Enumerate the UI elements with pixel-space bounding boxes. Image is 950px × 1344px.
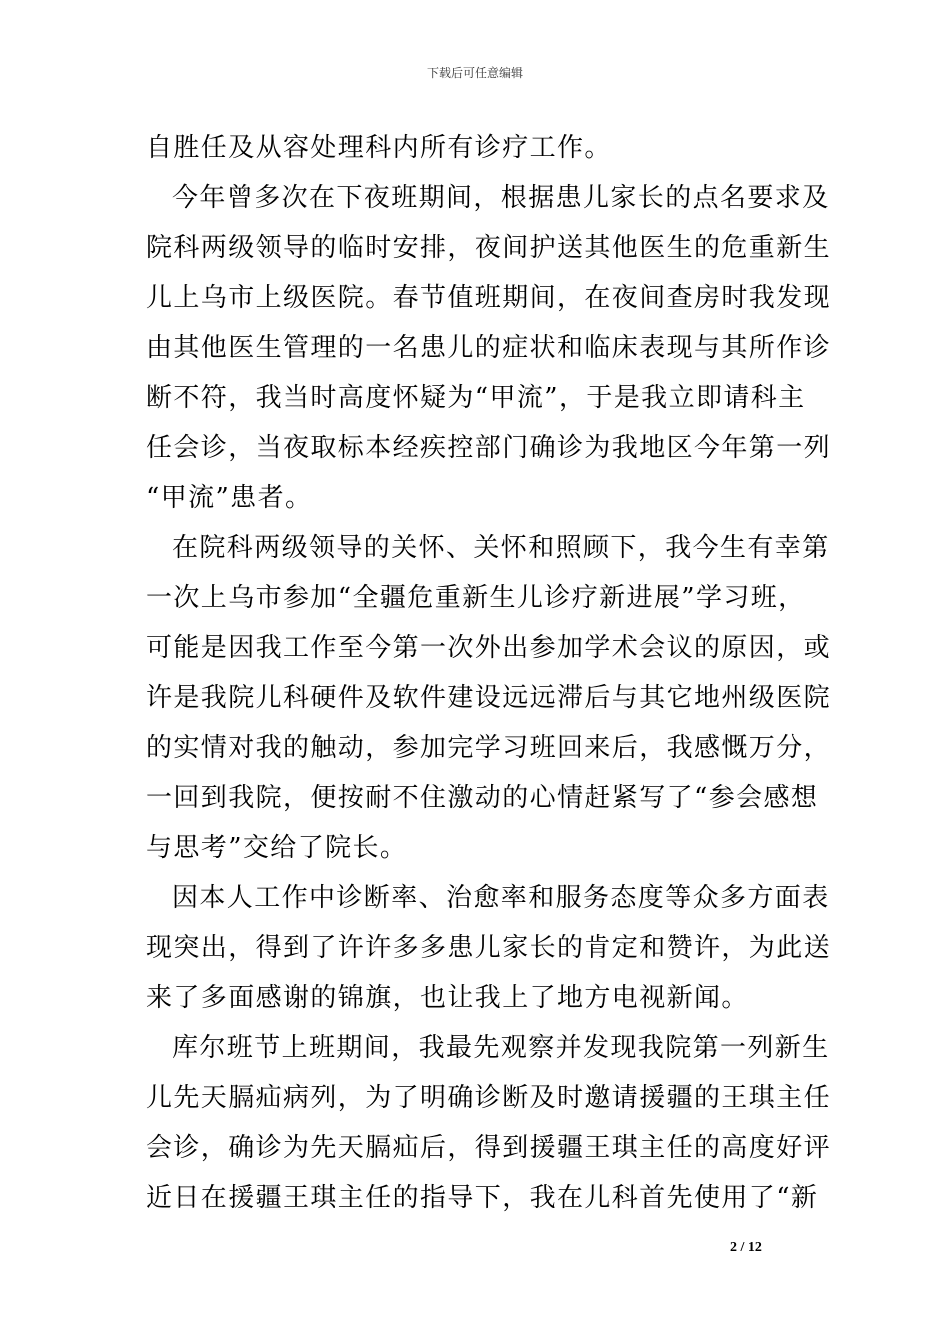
document-body xyxy=(146,123,832,1223)
text-line: 许是我院儿科硬件及软件建设远远滞后与其它地州级医院 xyxy=(146,683,832,713)
text-line: 院科两级领导的临时安排，夜间护送其他医生的危重新生 xyxy=(146,233,832,263)
text-line: 任会诊，当夜取标本经疾控部门确诊为我地区今年第一列 xyxy=(146,433,832,463)
text-line: 的实情对我的触动，参加完学习班回来后，我感慨万分， xyxy=(146,733,832,763)
text-line: “甲流”患者。 xyxy=(146,483,313,513)
text-line: 自胜任及从容处理科内所有诊疗工作。 xyxy=(146,133,612,163)
paragraph-start-line: 在院科两级领导的关怀、关怀和照顾下，我今生有幸第 xyxy=(172,533,830,563)
paragraph-start-line: 因本人工作中诊断率、治愈率和服务态度等众多方面表 xyxy=(172,883,830,913)
text-line: 由其他医生管理的一名患儿的症状和临床表现与其所作诊 xyxy=(146,333,832,363)
text-line: 会诊，确诊为先天膈疝后，得到援疆王琪主任的高度好评 xyxy=(146,1133,832,1163)
paragraph-start-line: 今年曾多次在下夜班期间，根据患儿家长的点名要求及 xyxy=(172,183,830,213)
text-line: 与思考”交给了院长。 xyxy=(146,833,408,863)
paragraph-start-line: 库尔班节上班期间，我最先观察并发现我院第一列新生 xyxy=(172,1033,830,1063)
text-line: 现突出，得到了许许多多患儿家长的肯定和赞许，为此送 xyxy=(146,933,832,963)
text-line: 来了多面感谢的锦旗，也让我上了地方电视新闻。 xyxy=(146,983,749,1013)
text-line: 断不符，我当时高度怀疑为“甲流”，于是我立即请科主 xyxy=(146,383,806,413)
text-line: 近日在援疆王琪主任的指导下，我在儿科首先使用了“新 xyxy=(146,1183,819,1213)
page-number: 2 / 12 xyxy=(730,1240,762,1255)
text-line: 一次上乌市参加“全疆危重新生儿诊疗新进展”学习班， xyxy=(146,583,806,613)
text-line: 儿先天膈疝病列，为了明确诊断及时邀请援疆的王琪主任 xyxy=(146,1083,832,1113)
text-line: 可能是因我工作至今第一次外出参加学术会议的原因，或 xyxy=(146,633,832,663)
text-line: 儿上乌市上级医院。春节值班期间，在夜间查房时我发现 xyxy=(146,283,832,313)
text-line: 一回到我院，便按耐不住激动的心情赶紧写了“参会感想 xyxy=(146,783,819,813)
page-header: 下载后可任意编辑 xyxy=(426,66,523,80)
